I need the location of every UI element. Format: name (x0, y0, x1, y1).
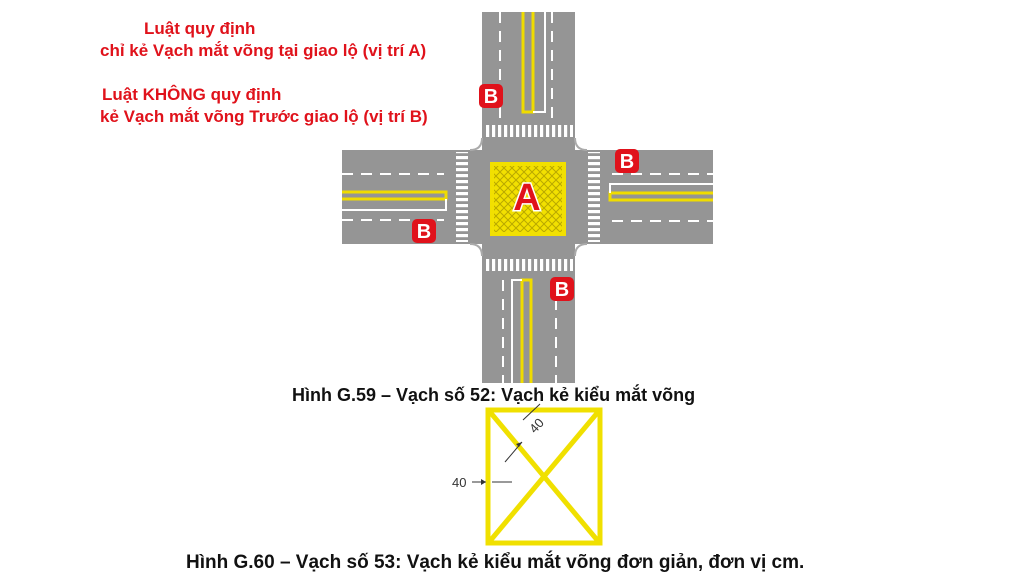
marker-b-north (479, 84, 503, 108)
rule-line-1: Luật quy định (144, 19, 256, 38)
rule-line-2: chỉ kẻ Vạch mắt võng tại giao lộ (vị trí A) (100, 41, 427, 60)
dim-diagonal-label: 40 (526, 415, 547, 437)
norule-line-1: Luật KHÔNG quy định (102, 85, 282, 104)
marker-b-north-label: B (483, 86, 499, 108)
crosswalk-north (484, 125, 573, 137)
norule-line-2: kẻ Vạch mắt võng Trước giao lộ (vị trí B) (100, 107, 428, 126)
marker-a-label: A (513, 177, 541, 219)
figure-g59-caption: Hình G.59 – Vạch số 52: Vạch kẻ kiểu mắt võng (292, 385, 696, 405)
dim-side-label: 40 (452, 475, 467, 490)
marker-a (513, 177, 540, 219)
marker-b-east (615, 149, 639, 173)
figure-g60-caption: Hình G.60 – Vạch số 53: Vạch kẻ kiểu mắt võng đơn giản, đơn vị cm. (186, 552, 805, 573)
simple-mesh-figure (452, 404, 600, 543)
marker-b-south (550, 277, 574, 301)
marker-b-south-label: B (554, 279, 570, 301)
marker-b-west-label: B (416, 221, 432, 243)
crosswalk-south (484, 259, 573, 271)
crosswalk-east (588, 152, 600, 242)
crosswalk-west (456, 152, 468, 242)
marker-b-east-label: B (619, 151, 635, 173)
marker-b-west (412, 219, 436, 243)
